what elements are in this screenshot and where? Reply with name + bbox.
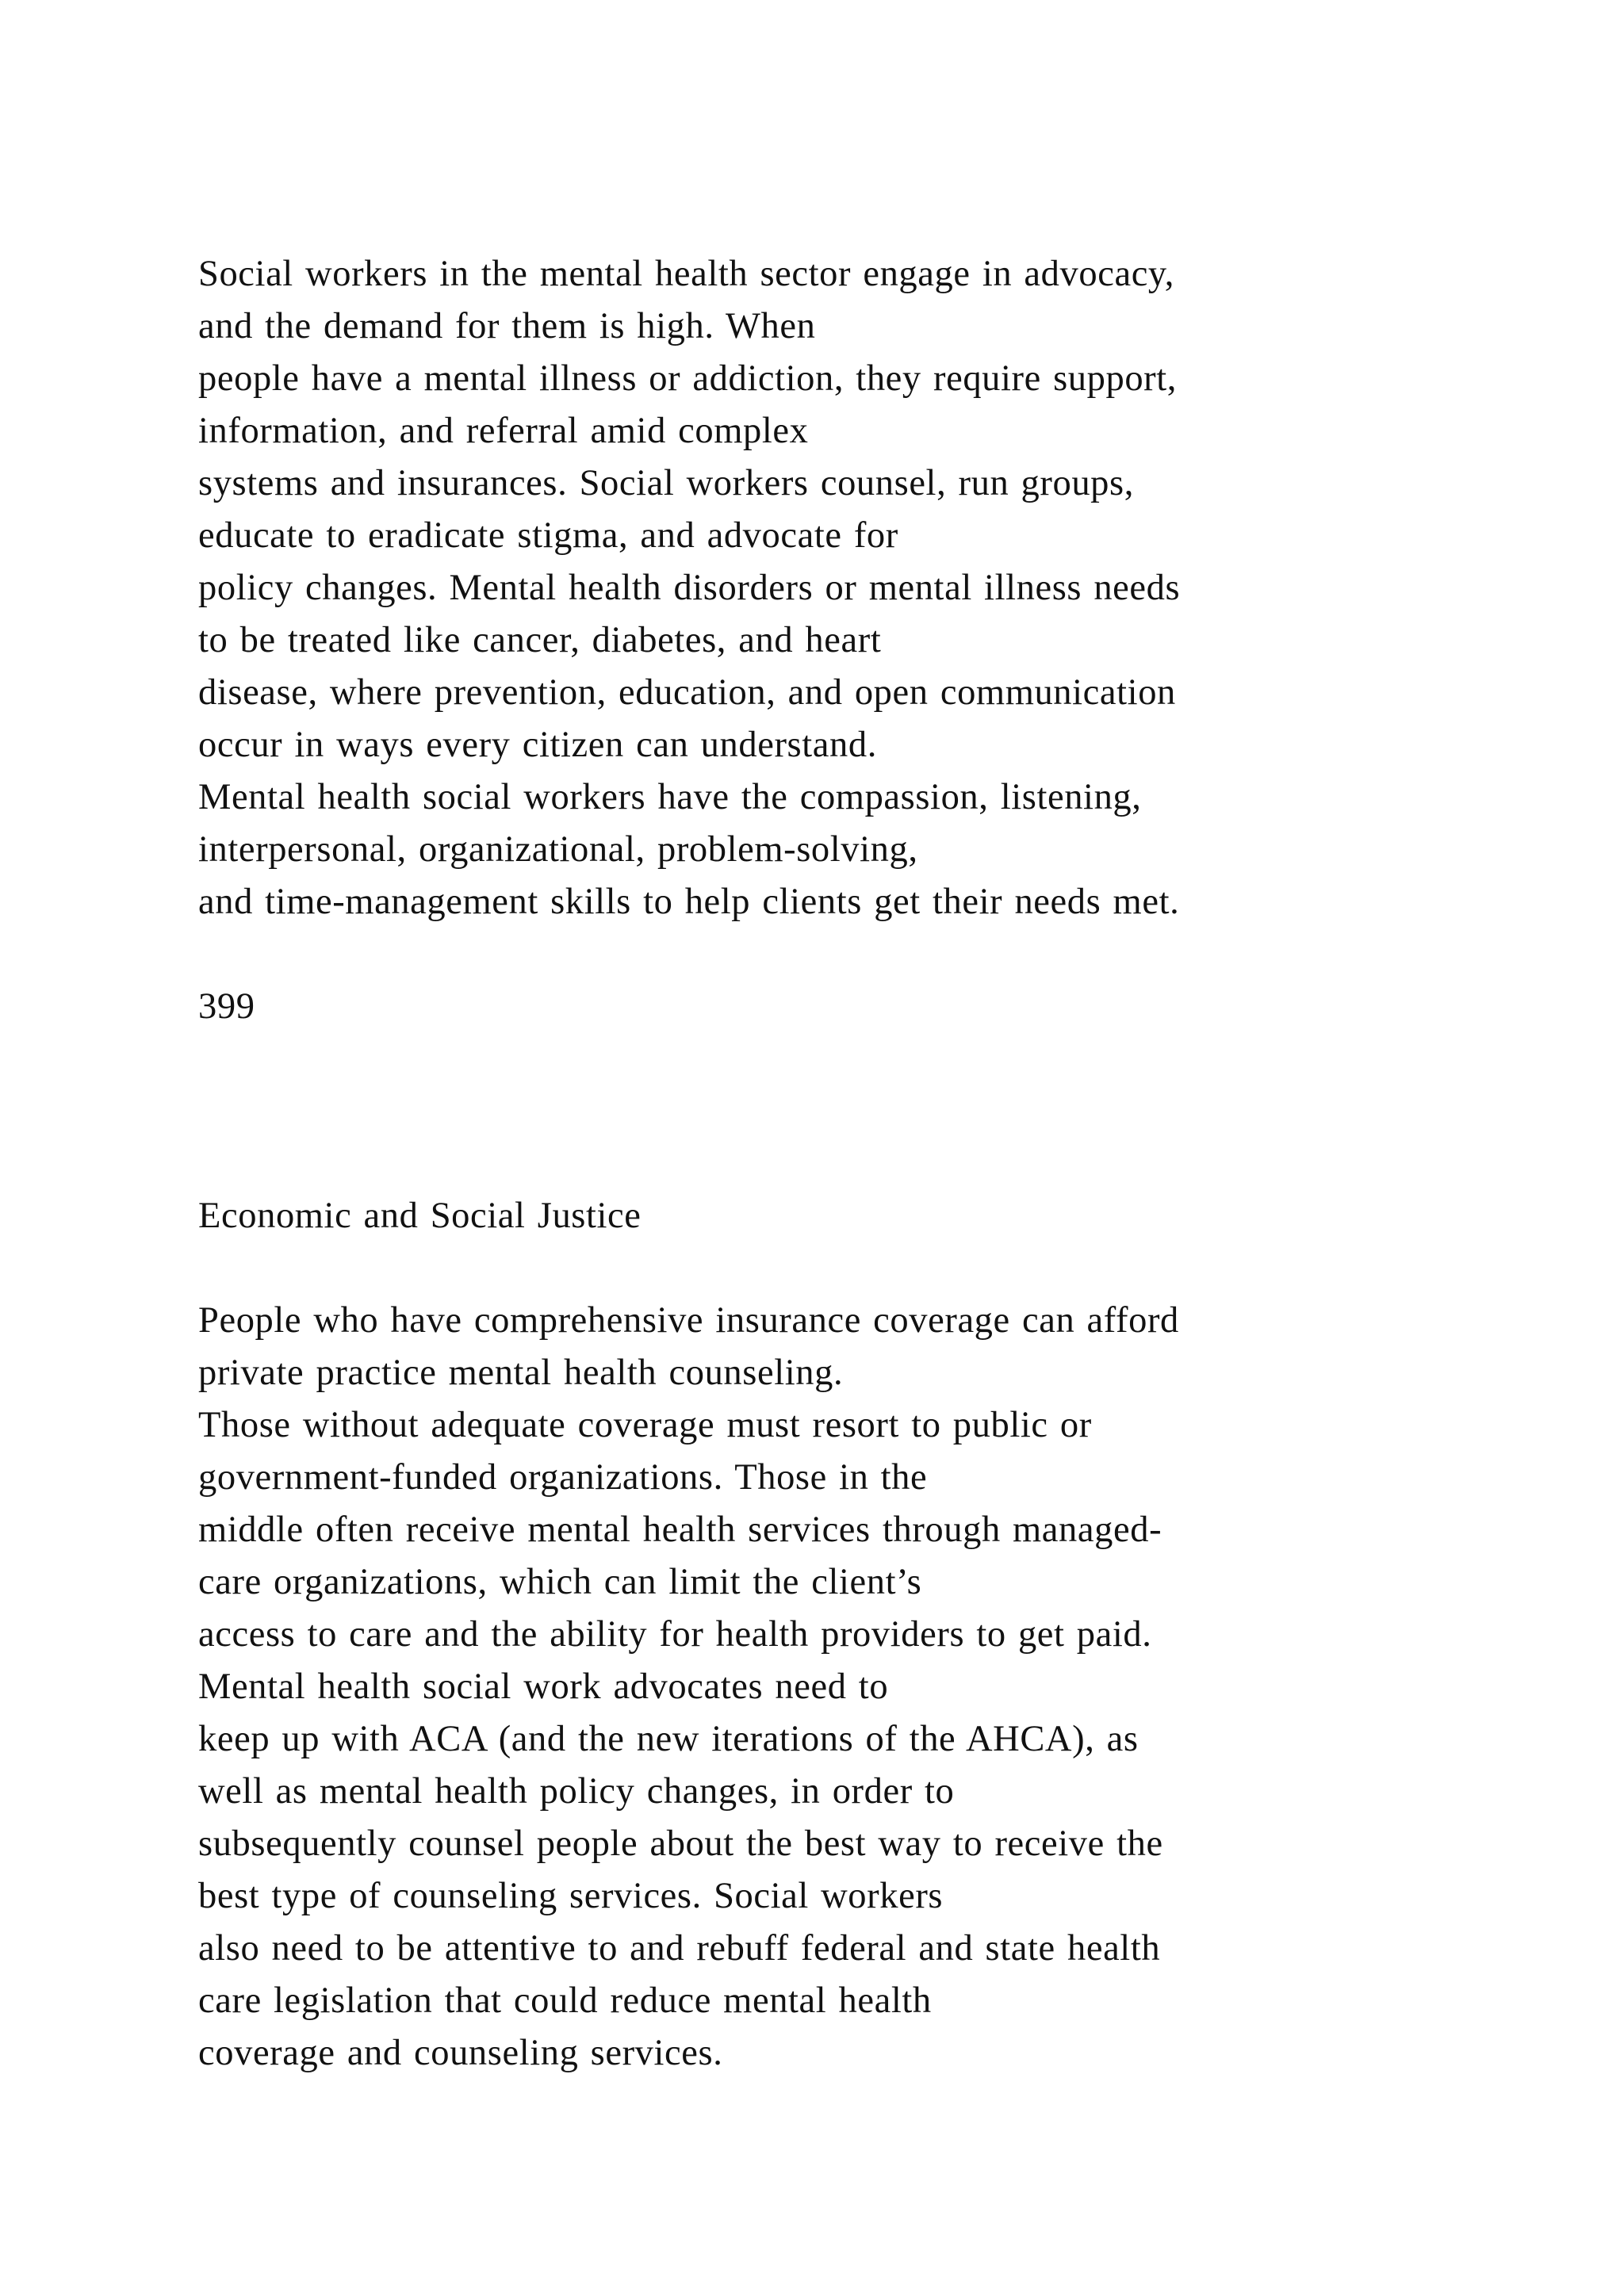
text-line: people have a mental illness or addiction, they require support, xyxy=(198,358,1178,399)
text-line: middle often receive mental health services through managed- xyxy=(198,1510,1162,1550)
text-line: access to care and the ability for health providers to get paid. xyxy=(198,1614,1152,1655)
text-line: also need to be attentive to and rebuff federal and state health xyxy=(198,1928,1161,1969)
text-line: to be treated like cancer, diabetes, and heart xyxy=(198,620,882,660)
text-line: government-funded organizations. Those in the xyxy=(198,1457,928,1498)
section-heading: Economic and Social Justice xyxy=(198,1196,642,1236)
text-line: occur in ways every citizen can understand. xyxy=(198,725,877,765)
text-line: and the demand for them is high. When xyxy=(198,306,816,346)
text-line: Mental health social work advocates need to xyxy=(198,1667,889,1707)
text-line: policy changes. Mental health disorders or mental illness needs xyxy=(198,568,1181,608)
text-line: disease, where prevention, education, and open communication xyxy=(198,672,1176,713)
text-line: educate to eradicate stigma, and advocate for xyxy=(198,515,898,556)
text-line: care organizations, which can limit the client’s xyxy=(198,1562,922,1602)
page-number: 399 xyxy=(198,986,255,1027)
text-line: best type of counseling services. Social workers xyxy=(198,1876,944,1916)
text-line: People who have comprehensive insurance coverage can afford xyxy=(198,1300,1179,1341)
text-line: private practice mental health counseling. xyxy=(198,1353,844,1393)
text-line: interpersonal, organizational, problem-solving, xyxy=(198,829,918,870)
text-line: Mental health social workers have the compassion, listening, xyxy=(198,777,1142,817)
text-line: coverage and counseling services. xyxy=(198,2033,723,2073)
text-line: subsequently counsel people about the best way to receive the xyxy=(198,1823,1163,1864)
text-line: Those without adequate coverage must resort to public or xyxy=(198,1405,1092,1445)
text-line: systems and insurances. Social workers counsel, run groups, xyxy=(198,463,1134,503)
text-line: well as mental health policy changes, in order to xyxy=(198,1771,955,1812)
text-line: keep up with ACA (and the new iterations of the AHCA), as xyxy=(198,1719,1139,1759)
text-line: and time-management skills to help clients get their needs met. xyxy=(198,882,1180,922)
text-line: care legislation that could reduce mental health xyxy=(198,1980,932,2021)
text-line: Social workers in the mental health sector engage in advocacy, xyxy=(198,254,1174,294)
text-line: information, and referral amid complex xyxy=(198,411,809,451)
